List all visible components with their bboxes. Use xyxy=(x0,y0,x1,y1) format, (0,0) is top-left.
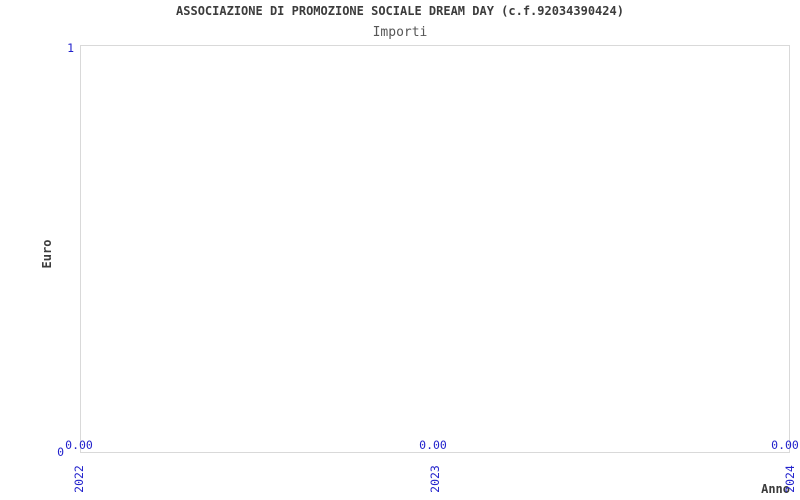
y-axis-tick-min: 0 xyxy=(57,445,64,459)
chart-title: ASSOCIAZIONE DI PROMOZIONE SOCIALE DREAM DAY (c.f.92034390424) xyxy=(176,4,624,18)
point-value-label-2024: 0.00 xyxy=(771,438,799,452)
x-axis-title: Anno xyxy=(761,482,790,496)
x-tick-label-2023: 2023 xyxy=(428,465,442,493)
point-value-label-2023: 0.00 xyxy=(419,438,447,452)
chart-subtitle: Importi xyxy=(372,25,428,40)
x-tick-label-2022: 2022 xyxy=(72,465,86,493)
x-tick-label-2024: 2024 xyxy=(783,465,797,493)
y-axis-tick-max: 1 xyxy=(67,41,74,55)
plot-area xyxy=(80,45,790,453)
point-value-label-2022: 0.00 xyxy=(65,438,93,452)
y-axis-title: Euro xyxy=(40,239,54,269)
